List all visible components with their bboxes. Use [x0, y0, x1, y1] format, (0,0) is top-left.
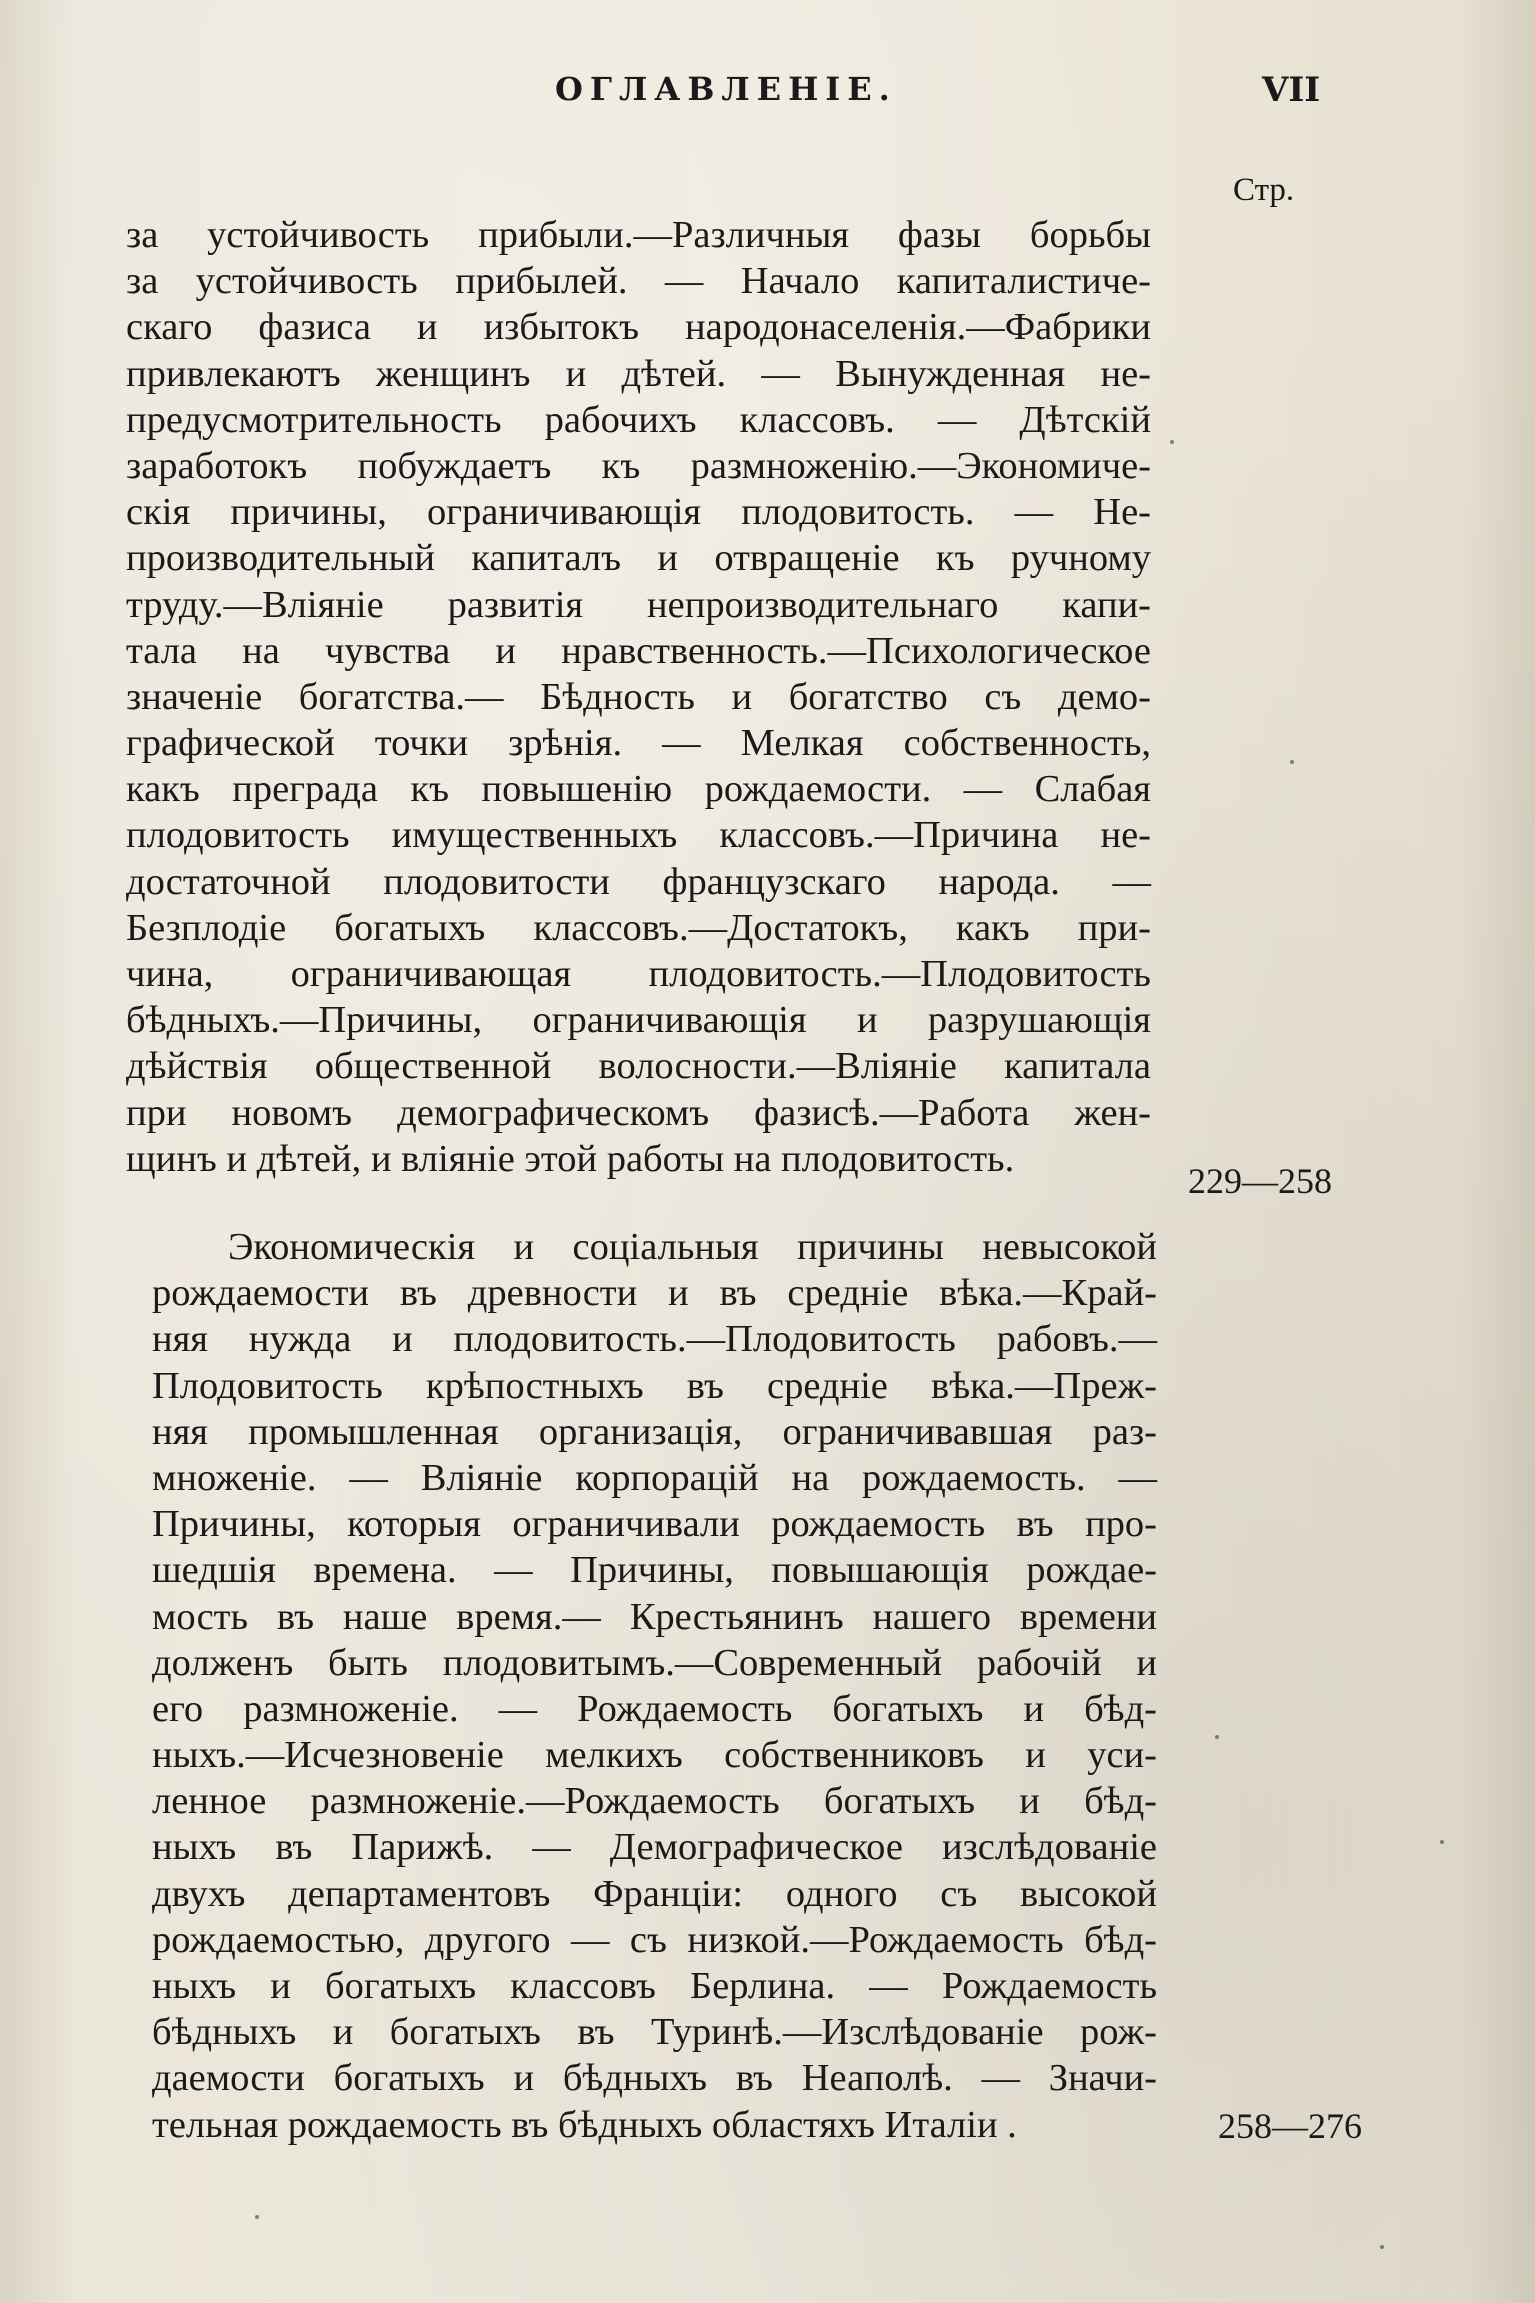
text-line: за устойчивость прибыли.—Различныя фазы борьбы — [126, 214, 1151, 256]
paper-speck — [1440, 1840, 1444, 1844]
text-line: значеніе богатства.— Бѣдность и богатство съ демо- — [126, 675, 1151, 718]
toc-entry-1 — [126, 212, 1151, 1182]
entry-1-page-range: 229—258 — [1188, 1161, 1332, 1201]
paper-speck — [1380, 2245, 1384, 2249]
text-line: мость въ наше время.— Крестьянинъ нашего времени — [152, 1595, 1157, 1638]
text-line: Экономическія и соціальныя причины невысокой — [228, 1226, 1157, 1268]
text-line: щинъ и дѣтей, и вліяніе этой работы на плодовитость. — [126, 1137, 1015, 1180]
text-line: тельная рождаемость въ бѣдныхъ областяхъ Италіи . — [152, 2103, 1017, 2146]
text-line: графической точки зрѣнія. — Мелкая собственность, — [126, 722, 1151, 765]
text-line: рождаемостью, другого — съ низкой.—Рождаемость бѣд- — [152, 1918, 1157, 1961]
text-line: ныхъ.—Исчезновеніе мелкихъ собственниковъ и уси- — [152, 1734, 1157, 1777]
text-line: чина, ограничивающая плодовитость.—Плодовитость — [126, 953, 1151, 995]
text-line: дѣйствія общественной волосности.—Вліяніе капитала — [126, 1045, 1151, 1088]
text-line: предусмотрительность рабочихъ классовъ. — Дѣтскій — [126, 398, 1151, 441]
text-line: достаточной плодовитости французскаго народа. — — [126, 860, 1151, 903]
text-line: двухъ департаментовъ Франціи: одного съ высокой — [152, 1872, 1157, 1915]
text-line: производительный капиталъ и отвращеніе къ ручному — [126, 537, 1151, 580]
text-line: труду.—Вліяніе развитія непроизводительнаго капи- — [126, 583, 1151, 626]
text-line: ленное размноженіе.—Рождаемость богатыхъ и бѣд- — [152, 1780, 1157, 1823]
text-line: за устойчивость прибылей. — Начало капиталистиче- — [126, 260, 1151, 303]
text-line: шедшія времена. — Причины, повышающія рождае- — [152, 1549, 1157, 1592]
page-number: VII — [1262, 70, 1321, 110]
text-line: Причины, которыя ограничивали рождаемость въ про- — [152, 1503, 1157, 1546]
text-line: Плодовитость крѣпостныхъ въ средніе вѣка.—Преж- — [152, 1364, 1157, 1407]
text-line: какъ преграда къ повышенію рождаемости. — Слабая — [126, 768, 1151, 811]
text-line: рождаемости въ древности и въ средніе вѣка.—Край- — [152, 1272, 1157, 1315]
text-line: ныхъ въ Парижѣ. — Демографическое изслѣдованіе — [152, 1826, 1157, 1869]
page-header-title: ОГЛАВЛЕНІЕ. — [555, 70, 897, 108]
text-line: няя нужда и плодовитость.—Плодовитость рабовъ.— — [152, 1318, 1157, 1361]
text-line: ныхъ и богатыхъ классовъ Берлина. — Рождаемость — [152, 1965, 1157, 2007]
text-line: бѣдныхъ.—Причины, ограничивающія и разрушающія — [126, 999, 1151, 1042]
text-line: долженъ быть плодовитымъ.—Современный рабочій и — [152, 1641, 1157, 1684]
paper-speck — [1290, 760, 1294, 764]
paper-speck — [1215, 1735, 1219, 1739]
text-line: скаго фазиса и избытокъ народонаселенія.—Фабрики — [126, 306, 1151, 349]
text-line: его размноженіе. — Рождаемость богатыхъ и бѣд- — [152, 1687, 1157, 1730]
paper-speck — [1170, 440, 1174, 444]
text-line: бѣдныхъ и богатыхъ въ Туринѣ.—Изслѣдованіе рож- — [152, 2011, 1157, 2054]
text-line: тала на чувства и нравственность.—Психологическое — [126, 629, 1151, 672]
text-line: заработокъ побуждаетъ къ размноженію.—Экономиче- — [126, 444, 1151, 487]
text-line: плодовитость имущественныхъ классовъ.—Причина не- — [126, 814, 1151, 857]
text-line: даемости богатыхъ и бѣдныхъ въ Неаполѣ. — Значи- — [152, 2057, 1157, 2100]
text-line: при новомъ демографическомъ фазисѣ.—Работа жен- — [126, 1091, 1151, 1134]
text-line: скія причины, ограничивающія плодовитость. — Не- — [126, 491, 1151, 534]
text-line: Безплодіе богатыхъ классовъ.—Достатокъ, какъ при- — [126, 906, 1151, 949]
text-line: привлекаютъ женщинъ и дѣтей. — Вынужденная не- — [126, 352, 1151, 395]
paper-speck — [255, 2215, 259, 2219]
entry-2-page-range: 258—276 — [1218, 2106, 1362, 2146]
toc-entry-2 — [152, 1224, 1157, 2148]
text-line: няя промышленная организація, ограничивавшая раз- — [152, 1410, 1157, 1453]
text-line: множеніе. — Вліяніе корпорацій на рождаемость. — — [152, 1456, 1157, 1499]
pages-column-label: Стр. — [1233, 172, 1295, 208]
